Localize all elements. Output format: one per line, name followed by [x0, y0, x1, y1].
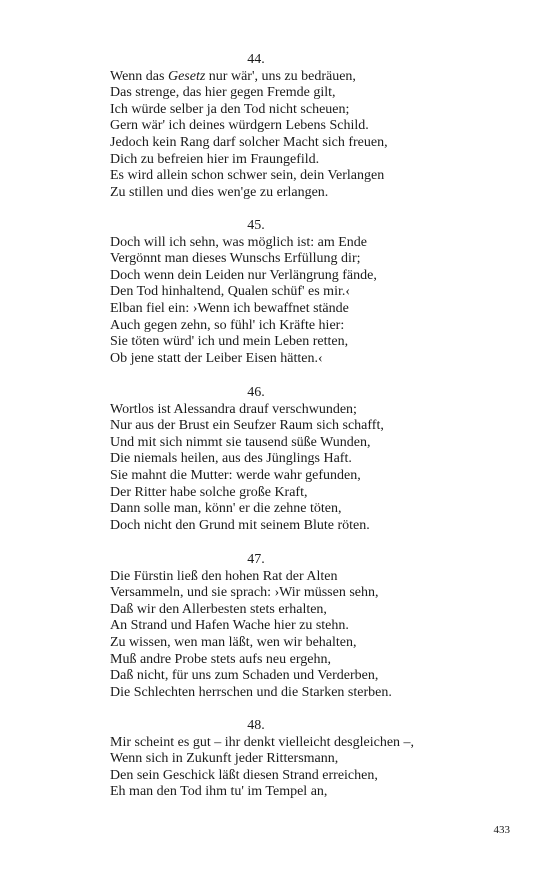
verse-line: Zu wissen, wen man läßt, wen wir behalten, [110, 634, 357, 650]
verse-line: Es wird allein schon schwer sein, dein Verlangen [110, 168, 385, 184]
stanza-44 [110, 52, 510, 201]
verse-line: Dann solle man, könn' er die zehne töten, [110, 501, 342, 517]
stanza-48 [110, 718, 510, 801]
verse-line: Sie mahnt die Mutter: werde wahr gefunden, [110, 467, 361, 483]
verse-line: Doch will ich sehn, was möglich ist: am Ende [110, 234, 368, 250]
verse-line: Wortlos ist Alessandra drauf verschwunden; [110, 401, 357, 417]
verse-segment: nur wär', uns zu bedräuen, [205, 68, 356, 84]
verse-line: Mir scheint es gut – ihr denkt vielleicht desgleichen –, [110, 734, 415, 750]
verse-emphasis: Gesetz [167, 68, 206, 84]
verse-line: Der Ritter habe solche große Kraft, [110, 484, 308, 500]
verse-line: Daß nicht, für uns zum Schaden und Verderben, [110, 668, 379, 684]
verse-line: Versammeln, und sie sprach: ›Wir müssen sehn, [110, 585, 379, 601]
verse-line: Ob jene statt der Leiber Eisen hätten.‹ [110, 350, 323, 366]
stanza-number: 45. [247, 218, 265, 233]
verse-line: Ich würde selber ja den Tod nicht scheuen; [110, 101, 350, 117]
verse-line: Wenn sich in Zukunft jeder Rittersmann, [110, 751, 339, 767]
verse-line: Die niemals heilen, aus des Jünglings Haft. [110, 451, 352, 467]
verse-line: Die Schlechten herrschen und die Starken sterben. [110, 684, 392, 700]
verse-line: Elban fiel ein: ›Wenn ich bewaffnet stände [110, 300, 349, 316]
verse-segment: Wenn das [110, 68, 168, 84]
stanza-number: 48. [247, 718, 265, 733]
verse-line: An Strand und Hafen Wache hier zu stehn. [110, 618, 349, 634]
verse-line: Sie töten würd' ich und mein Leben retten, [110, 334, 349, 350]
verse-line: Vergönnt man dieses Wunschs Erfüllung dir; [110, 251, 361, 267]
verse-line: Jedoch kein Rang darf solcher Macht sich freuen, [110, 134, 388, 150]
verse-line: Den sein Geschick läßt diesen Strand erreichen, [110, 767, 378, 783]
stanza-45 [110, 218, 510, 367]
stanza-number: 47. [247, 552, 265, 567]
verse-line: Dich zu befreien hier im Fraungefild. [110, 151, 320, 167]
verse-line: Doch wenn dein Leiden nur Verlängrung fände, [110, 267, 377, 283]
stanza-46 [110, 385, 510, 534]
page-number: 433 [493, 824, 510, 836]
verse-line: Das strenge, das hier gegen Fremde gilt, [110, 85, 336, 101]
verse-line: Gern wär' ich deines würdgern Lebens Schild. [110, 118, 369, 134]
stanza-number: 44. [247, 52, 265, 67]
verse-line: Und mit sich nimmt sie tausend süße Wunden, [110, 434, 371, 450]
verse-line: Nur aus der Brust ein Seufzer Raum sich schafft, [110, 418, 384, 434]
verse-line: Muß andre Probe stets aufs neu ergehn, [110, 651, 331, 667]
stanza-number: 46. [247, 385, 265, 400]
verse-line: Eh man den Tod ihm tu' im Tempel an, [110, 784, 328, 800]
verse-line: Zu stillen und dies wen'ge zu erlangen. [110, 184, 329, 200]
stanza-47 [110, 552, 510, 701]
verse-line: Doch nicht den Grund mit seinem Blute röten. [110, 517, 370, 533]
verse-line: Auch gegen zehn, so fühl' ich Kräfte hier: [110, 317, 345, 333]
verse-line [110, 69, 510, 86]
verse-line: Den Tod hinhaltend, Qualen schüf' es mir.‹ [110, 284, 351, 300]
verse-line: Daß wir den Allerbesten stets erhalten, [110, 601, 327, 617]
verse-line: Die Fürstin ließ den hohen Rat der Alten [110, 568, 338, 584]
